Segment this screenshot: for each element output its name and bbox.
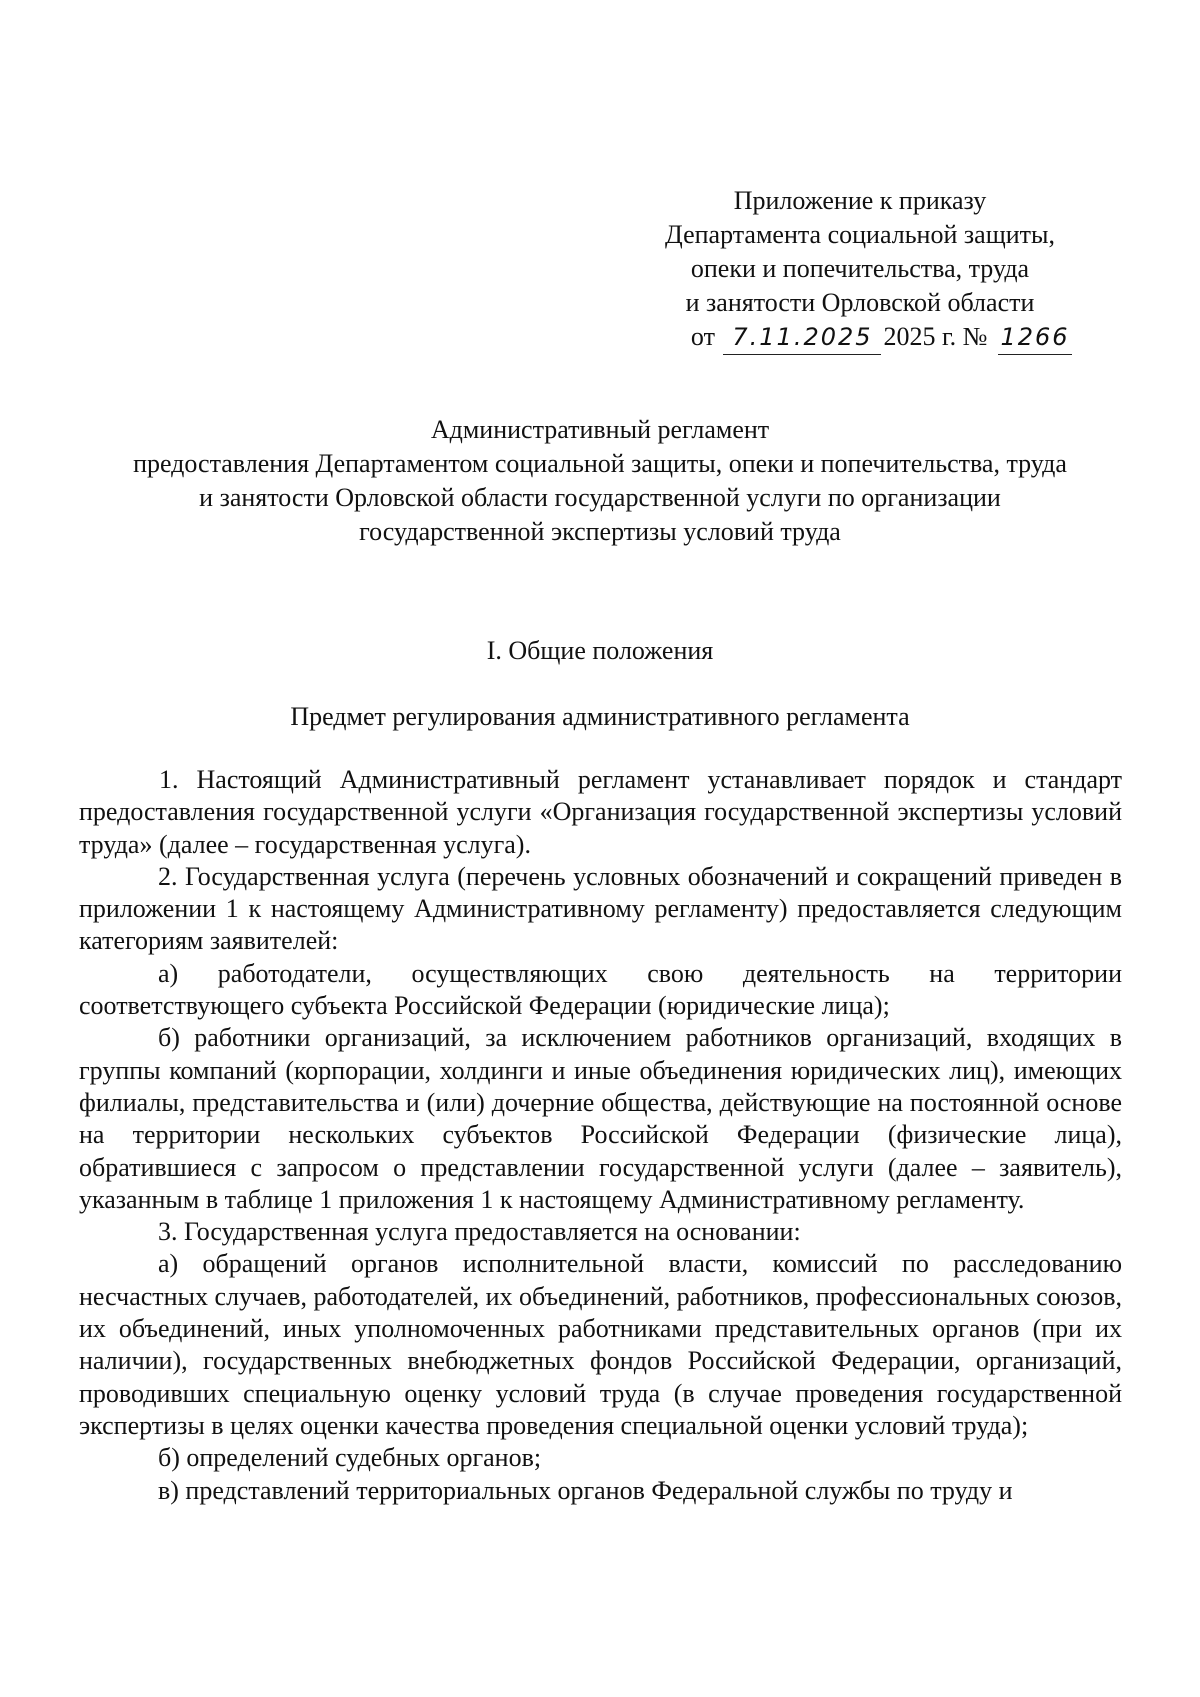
document-body	[79, 764, 1122, 1507]
approval-line-4: и занятости Орловской области	[685, 288, 1035, 317]
paragraph-3a: а) обращений органов исполнительной власти, комиссий по расследованию несчастных случаев, работодателей, их объединений, работников, профессиональных союзов, их объединений, иных уполномоченных работниками представительных органов (при их наличии), государственных внебюджетных фондов Российской Федерации, организаций, проводивших специальную оценку условий труда (в случае проведения государственной экспертизы в целях оценки качества проведения специальной оценки условий труда);	[79, 1249, 1122, 1440]
paragraph-3b: б) определений судебных органов;	[158, 1443, 542, 1473]
title-line-1: Административный регламент	[430, 415, 770, 444]
title-line-3: и занятости Орловской области государственной услуги по организации	[199, 483, 1001, 512]
number-field	[998, 320, 1072, 355]
paragraph-1: 1. Настоящий Административный регламент устанавливает порядок и стандарт предоставления государственной услуги «Организация государственной экспертизы условий труда» (далее – государственная услуга).	[79, 765, 1122, 859]
paragraph-3: 3. Государственная услуга предоставляется на основании:	[158, 1217, 801, 1247]
approval-date-line	[600, 320, 1120, 355]
paragraph-3c: в) представлений территориальных органов Федеральной службы по труду и	[158, 1475, 1013, 1505]
subsection-heading: Предмет регулирования административного регламента	[290, 702, 910, 731]
approval-line-3: опеки и попечительства, труда	[690, 254, 1030, 283]
date-field	[723, 320, 881, 355]
paragraph-2a: а) работодатели, осуществляющих свою деятельность на территории соответствующего субъекта Российской Федерации (юридические лица);	[79, 958, 1122, 1021]
approval-block	[600, 184, 1120, 355]
document-title	[80, 413, 1120, 549]
paragraph-2b: б) работники организаций, за исключением работников организаций, входящих в группы компаний (корпорации, холдинги и иные объединения юридических лиц), имеющих филиалы, представительства и (или) дочерние общества, действующие на постоянной основе на территории нескольких субъектов Российской Федерации (физические лица), обратившиеся с запросом о представлении государственной услуги (далее – заявитель), указанным в таблице 1 приложения 1 к настоящему Административному регламенту.	[79, 1023, 1122, 1214]
approval-line-2: Департамента социальной защиты,	[665, 220, 1055, 249]
date-suffix: 2025 г. №	[883, 322, 988, 351]
paragraph-2: 2. Государственная услуга (перечень условных обозначений и сокращений приведен в приложении 1 к настоящему Административному регламенту) предоставляется следующим категориям заявителей:	[79, 861, 1122, 956]
approval-line-1: Приложение к приказу	[733, 186, 987, 215]
handwritten-number: 1266	[1000, 323, 1070, 351]
title-line-2: предоставления Департаментом социальной защиты, опеки и попечительства, труда	[133, 449, 1067, 478]
date-prefix: от	[690, 322, 715, 351]
title-line-4: государственной экспертизы условий труда	[359, 517, 841, 546]
handwritten-date: 7.11.2025	[732, 323, 873, 351]
section-heading: I. Общие положения	[486, 636, 714, 665]
